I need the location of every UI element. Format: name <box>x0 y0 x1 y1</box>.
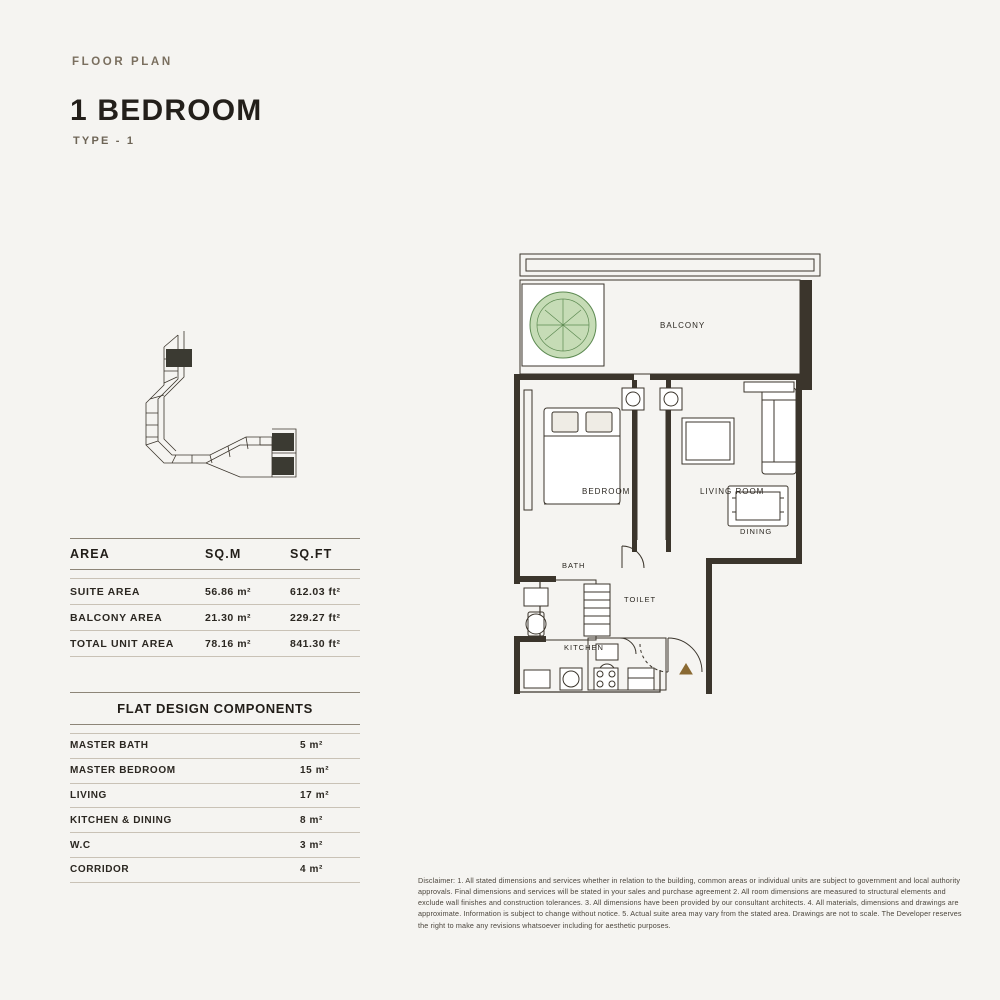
table-row <box>70 759 360 783</box>
area-table-header-row <box>70 539 360 569</box>
table-row <box>70 833 360 857</box>
flat-design-components-table <box>70 692 360 883</box>
component-value: 5 m² <box>300 740 323 752</box>
table-row <box>70 631 360 656</box>
components-title: FLAT DESIGN COMPONENTS <box>117 701 313 716</box>
component-label: KITCHEN & DINING <box>70 814 172 826</box>
area-row-label: TOTAL UNIT AREA <box>70 637 175 650</box>
area-row-sqft: 841.30 ft² <box>290 637 341 650</box>
component-label: W.C <box>70 839 91 851</box>
area-row-label: BALCONY AREA <box>70 611 163 624</box>
label-kitchen: KITCHEN <box>564 643 604 652</box>
label-bath: BATH <box>562 561 586 570</box>
area-row-sqft: 229.27 ft² <box>290 611 341 624</box>
page-title: 1 BEDROOM <box>70 94 263 127</box>
table-row <box>70 734 360 758</box>
component-label: CORRIDOR <box>70 864 130 876</box>
table-rule <box>70 656 360 657</box>
area-row-sqm: 56.86 m² <box>205 585 252 598</box>
table-row <box>70 605 360 630</box>
component-value: 8 m² <box>300 814 323 826</box>
disclaimer-text: Disclaimer: 1. All stated dimensions and services whether in relation to the building, common areas or individual units are subject to government and local authority approvals. Final dimensions and services will be stated in your sales and purchase agreement 2. All room dimensions are measured to structural elements and exclude wall finishes and construction tolerances. 3. All dimensions have been provided by our consultant architects. 4. All materials, dimensions and drawings are approximate. Information is subject to change without notice. 5. Actual suite area may vary from the stated area. Drawings are not to scale. The Developer reserves the right to make any revisions whatsoever including for aesthetic purposes. <box>418 876 962 930</box>
area-row-label: SUITE AREA <box>70 585 141 598</box>
page-subtitle: TYPE - 1 <box>73 135 136 147</box>
component-label: MASTER BATH <box>70 740 149 752</box>
component-value: 4 m² <box>300 864 323 876</box>
label-balcony: BALCONY <box>660 321 706 330</box>
component-value: 15 m² <box>300 765 330 777</box>
area-table <box>70 538 360 657</box>
table-row <box>70 784 360 808</box>
area-col-header-sqm: SQ.M <box>205 547 242 561</box>
label-living-room: LIVING ROOM <box>700 487 765 496</box>
component-label: LIVING <box>70 789 107 801</box>
table-row <box>70 808 360 832</box>
label-bedroom: BEDROOM <box>582 487 631 496</box>
area-col-header-area: AREA <box>70 547 110 561</box>
area-row-sqft: 612.03 ft² <box>290 585 341 598</box>
area-row-sqm: 21.30 m² <box>205 611 252 624</box>
page-kicker: FLOOR PLAN <box>72 56 173 68</box>
label-toilet: TOILET <box>624 595 657 604</box>
area-row-sqm: 78.16 m² <box>205 637 252 650</box>
table-row <box>70 579 360 604</box>
component-value: 3 m² <box>300 839 323 851</box>
table-rule <box>70 882 360 883</box>
component-label: MASTER BEDROOM <box>70 765 176 777</box>
component-value: 17 m² <box>300 789 330 801</box>
area-col-header-sqft: SQ.FT <box>290 547 333 561</box>
key-plan-diagram <box>120 325 310 500</box>
table-row <box>70 858 360 882</box>
floor-plan-drawing <box>500 240 860 710</box>
label-dining: DINING <box>740 527 773 536</box>
